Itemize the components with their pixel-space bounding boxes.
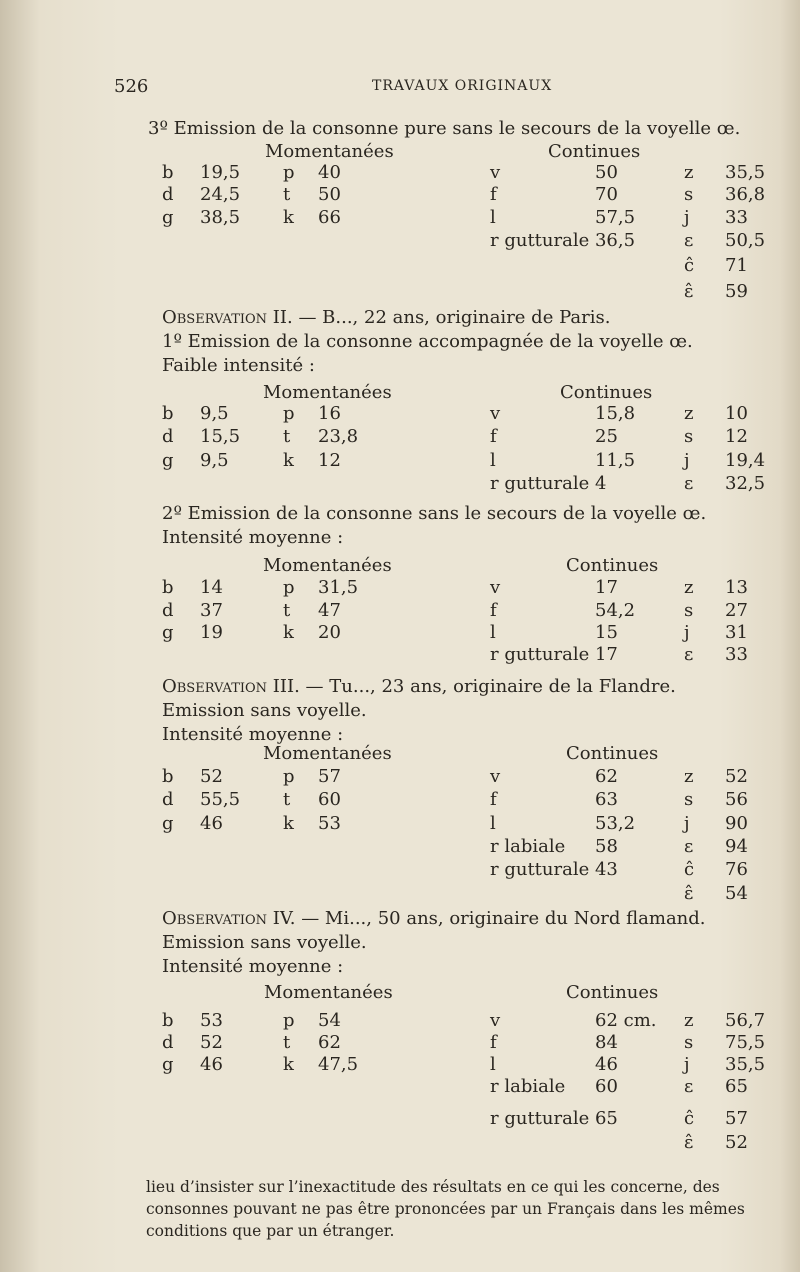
cell-mom-letter-2: k — [283, 813, 294, 834]
cell-cont-value-2: 56 — [725, 789, 748, 810]
cell-cont-letter-2: ɛ̂ — [684, 281, 694, 302]
cell-mom-letter: b — [162, 403, 174, 424]
cell-cont-value-2: 71 — [725, 255, 748, 276]
cell-mom-letter-2: t — [283, 426, 291, 447]
cell-mom-value-2: 50 — [318, 184, 341, 205]
cell-mom-value-2: 53 — [318, 813, 341, 834]
cell-mom-value: 46 — [200, 1054, 223, 1075]
cell-mom-letter-2: t — [283, 600, 291, 621]
cell-cont-letter: r gutturale 65 — [490, 1108, 618, 1129]
cell-cont-value: 50 — [595, 162, 618, 183]
page-header — [0, 76, 800, 98]
cell-cont-letter-2: s — [684, 426, 694, 447]
cell-cont-letter-2: z — [684, 162, 694, 183]
cell-cont-value-2: 13 — [725, 577, 748, 598]
cell-cont-value: 62 — [595, 766, 618, 787]
page-number: 526 — [114, 76, 149, 97]
cell-mom-letter-2: k — [283, 450, 294, 471]
cell-cont-value-2: 75,5 — [725, 1032, 766, 1053]
cell-cont-value-2: 35,5 — [725, 162, 766, 183]
cell-cont-letter: r gutturale 36,5 — [490, 230, 636, 251]
cell-mom-value-2: 66 — [318, 207, 341, 228]
cell-cont-letter-2: j — [684, 1054, 690, 1075]
cell-cont-value: 54,2 — [595, 600, 636, 621]
cell-mom-letter: g — [162, 1054, 174, 1075]
cell-cont-value-2: 32,5 — [725, 473, 766, 494]
cell-mom-value: 46 — [200, 813, 223, 834]
cell-cont-letter-2: z — [684, 1010, 694, 1031]
cell-cont-letter: f — [490, 789, 497, 810]
cell-mom-letter: b — [162, 577, 174, 598]
cell-mom-letter: g — [162, 207, 174, 228]
cell-cont-letter: r gutturale 4 — [490, 473, 607, 494]
cell-cont-value-2: 94 — [725, 836, 748, 857]
cell-cont-value-2: 57 — [725, 1108, 748, 1129]
cell-mom-letter: g — [162, 813, 174, 834]
cell-cont-value-2: 33 — [725, 644, 748, 665]
cell-cont-letter: v — [490, 162, 501, 183]
cell-mom-value: 19 — [200, 622, 223, 643]
cell-cont-value: 63 — [595, 789, 618, 810]
cell-mom-letter: b — [162, 766, 174, 787]
cell-mom-value: 37 — [200, 600, 223, 621]
footnote-text: lieu d’insister sur l’inexactitude des résultats en ce qui les concerne, des consonnes pouvant ne pas être prononcées par un Français dans les mêmes conditions que par un étranger. — [146, 1178, 745, 1240]
cell-cont-letter: r gutturale 17 — [490, 644, 618, 665]
cell-cont-value: 84 — [595, 1032, 618, 1053]
cell-mom-letter: d — [162, 1032, 174, 1053]
cell-mom-value-2: 54 — [318, 1010, 341, 1031]
cell-mom-letter-2: p — [283, 403, 295, 424]
cell-cont-letter-2: ɛ — [684, 1076, 694, 1097]
cell-cont-value-2: 35,5 — [725, 1054, 766, 1075]
cell-mom-value-2: 31,5 — [318, 577, 359, 598]
cell-cont-value-2: 65 — [725, 1076, 748, 1097]
cell-cont-value-2: 56,7 — [725, 1010, 766, 1031]
cell-mom-value-2: 20 — [318, 622, 341, 643]
cell-cont-letter-2: j — [684, 207, 690, 228]
cell-cont-letter: f — [490, 184, 497, 205]
cell-mom-value: 38,5 — [200, 207, 241, 228]
cell-cont-letter-2: j — [684, 450, 690, 471]
cell-cont-letter-2: s — [684, 789, 694, 810]
running-title: TRAVAUX ORIGINAUX — [372, 78, 553, 94]
cell-cont-letter: f — [490, 1032, 497, 1053]
cell-mom-letter: b — [162, 1010, 174, 1031]
cell-mom-value-2: 60 — [318, 789, 341, 810]
cell-cont-value: 15 — [595, 622, 618, 643]
cell-mom-letter: d — [162, 600, 174, 621]
cell-mom-value-2: 57 — [318, 766, 341, 787]
cell-cont-letter-2: ɛ — [684, 836, 694, 857]
cell-cont-value-2: 12 — [725, 426, 748, 447]
cell-cont-letter: r labiale — [490, 836, 566, 857]
cell-mom-value-2: 12 — [318, 450, 341, 471]
cell-cont-letter-2: j — [684, 622, 690, 643]
cell-cont-value: 57,5 — [595, 207, 636, 228]
cell-cont-letter-2: ɛ — [684, 473, 694, 494]
cell-mom-letter-2: t — [283, 789, 291, 810]
cell-cont-letter-2: ĉ — [684, 859, 695, 880]
cell-cont-value: 11,5 — [595, 450, 636, 471]
cell-cont-letter: f — [490, 426, 497, 447]
cell-cont-letter-2: z — [684, 577, 694, 598]
cell-cont-letter: l — [490, 1054, 496, 1075]
cell-mom-value-2: 47 — [318, 600, 341, 621]
cell-cont-letter: r gutturale 43 — [490, 859, 618, 880]
cell-cont-letter-2: ɛ — [684, 644, 694, 665]
cell-cont-letter: l — [490, 207, 496, 228]
cell-cont-letter-2: ɛ̂ — [684, 1132, 694, 1153]
cell-cont-value: 58 — [595, 836, 618, 857]
cell-cont-letter: v — [490, 766, 501, 787]
cell-cont-letter-2: ĉ — [684, 1108, 695, 1129]
cell-cont-value-2: 10 — [725, 403, 748, 424]
cell-cont-value-2: 31 — [725, 622, 748, 643]
cell-mom-value: 19,5 — [200, 162, 241, 183]
cell-cont-letter: f — [490, 600, 497, 621]
cell-cont-letter-2: ɛ — [684, 230, 694, 251]
cell-cont-value-2: 76 — [725, 859, 748, 880]
cell-mom-value: 55,5 — [200, 789, 241, 810]
cell-cont-value-2: 19,4 — [725, 450, 766, 471]
cell-mom-value-2: 23,8 — [318, 426, 359, 447]
cell-mom-value: 52 — [200, 1032, 223, 1053]
cell-mom-letter-2: p — [283, 162, 295, 183]
cell-mom-letter: d — [162, 789, 174, 810]
cell-cont-value: 53,2 — [595, 813, 636, 834]
cell-mom-value: 9,5 — [200, 450, 229, 471]
cell-cont-value: 15,8 — [595, 403, 636, 424]
cell-mom-value: 14 — [200, 577, 223, 598]
cell-mom-value: 15,5 — [200, 426, 241, 447]
cell-mom-letter-2: p — [283, 766, 295, 787]
cell-mom-value: 9,5 — [200, 403, 229, 424]
cell-mom-value-2: 40 — [318, 162, 341, 183]
cell-cont-letter-2: ĉ — [684, 255, 695, 276]
cell-cont-letter-2: z — [684, 766, 694, 787]
cell-mom-letter-2: k — [283, 207, 294, 228]
cell-cont-value-2: 90 — [725, 813, 748, 834]
cell-cont-letter: l — [490, 622, 496, 643]
cell-mom-letter: b — [162, 162, 174, 183]
cell-mom-letter: d — [162, 184, 174, 205]
cell-cont-letter-2: z — [684, 403, 694, 424]
cell-cont-value: 17 — [595, 577, 618, 598]
cell-cont-letter-2: j — [684, 813, 690, 834]
cell-mom-value-2: 62 — [318, 1032, 341, 1053]
document-page: 526 TRAVAUX ORIGINAUX 3º Emission de la consonne pure sans le secours de la voyelle œ. Momentanées Continues b 19,5 p 40 v 50 z 35,5 d 24,5 t 50 f 70 s 36,8 g 38,5 k 66 l 57,5 j 33 r gutturale 36,5 ɛ 50,5 ĉ 71 ɛ̂ 59 Observation II. — B..., 22 ans, originaire de Paris. 1º Emission de la consonne accompagnée de la voyelle œ. Faible intensité : Momentanées Continues b 9,5 p 16 v 15,8 z 10 d 15,5 t 23,8 f 25 s 12 g 9,5 k 12 l 11,5 j 19,4 r gutturale 4 ɛ 32,5 2º Emission de la consonne sans le secours de la voyelle œ. Intensité moyenne : Momentanées Continues b 14 p 31,5 v 17 z 13 d 37 t 47 f 54,2 s 27 g 19 k 20 l 15 j 31 r gutturale 17 ɛ 33 Observation III. — Tu..., 23 ans, originaire de la Flandre. Emission sans voyelle. Intensité moyenne : Momentanées Continues b 52 p 57 v 62 z 52 d 55,5 t 60 f 63 s 56 g 46 k 53 l 53,2 j 90 r labiale 58 ɛ 94 r gutturale 43 ĉ 76 ɛ̂ 54 Observation IV. — Mi..., 50 ans, originaire du Nord flamand. Emission sans voyelle. Intensité moyenne : Momentanées Continues b 53 p 54 v 62 cm. z 56,7 d 52 t 62 f 84 s 75,5 g 46 k 47,5 l 46 j 35,5 r labiale 60 ɛ 65 r gutturale 65 ĉ 57 ɛ̂ 52 lieu d’insister sur l’inexactitude des résultats en ce qui les concerne, des consonnes pouvant ne pas être prononcées par un Français dans les mêmes conditions que par un étranger. — [0, 0, 800, 1272]
cell-cont-value-2: 50,5 — [725, 230, 766, 251]
cell-mom-letter-2: p — [283, 1010, 295, 1031]
cell-cont-value: 46 — [595, 1054, 618, 1075]
cell-cont-value-2: 59 — [725, 281, 748, 302]
cell-cont-value-2: 52 — [725, 1132, 748, 1153]
cell-mom-value-2: 47,5 — [318, 1054, 359, 1075]
cell-cont-value: 62 cm. — [595, 1010, 657, 1031]
cell-mom-letter-2: p — [283, 577, 295, 598]
cell-cont-letter-2: s — [684, 184, 694, 205]
cell-cont-letter: v — [490, 403, 501, 424]
cell-mom-letter-2: k — [283, 1054, 294, 1075]
cell-cont-value: 25 — [595, 426, 618, 447]
cell-cont-value-2: 54 — [725, 883, 748, 904]
cell-mom-value-2: 16 — [318, 403, 341, 424]
cell-cont-letter: v — [490, 577, 501, 598]
cell-cont-value-2: 33 — [725, 207, 748, 228]
cell-mom-value: 53 — [200, 1010, 223, 1031]
cell-mom-letter: d — [162, 426, 174, 447]
cell-mom-letter-2: t — [283, 184, 291, 205]
cell-cont-letter: l — [490, 450, 496, 471]
cell-cont-letter: l — [490, 813, 496, 834]
cell-cont-letter-2: ɛ̂ — [684, 883, 694, 904]
cell-cont-letter-2: s — [684, 1032, 694, 1053]
cell-cont-value: 70 — [595, 184, 618, 205]
cell-mom-letter: g — [162, 450, 174, 471]
cell-mom-letter: g — [162, 622, 174, 643]
cell-cont-value: 60 — [595, 1076, 618, 1097]
cell-cont-value-2: 27 — [725, 600, 748, 621]
cell-cont-value-2: 52 — [725, 766, 748, 787]
cell-cont-letter: v — [490, 1010, 501, 1031]
cell-mom-letter-2: k — [283, 622, 294, 643]
cell-cont-value-2: 36,8 — [725, 184, 766, 205]
cell-mom-value: 24,5 — [200, 184, 241, 205]
cell-cont-letter: r labiale — [490, 1076, 566, 1097]
cell-mom-value: 52 — [200, 766, 223, 787]
cell-mom-letter-2: t — [283, 1032, 291, 1053]
cell-cont-letter-2: s — [684, 600, 694, 621]
